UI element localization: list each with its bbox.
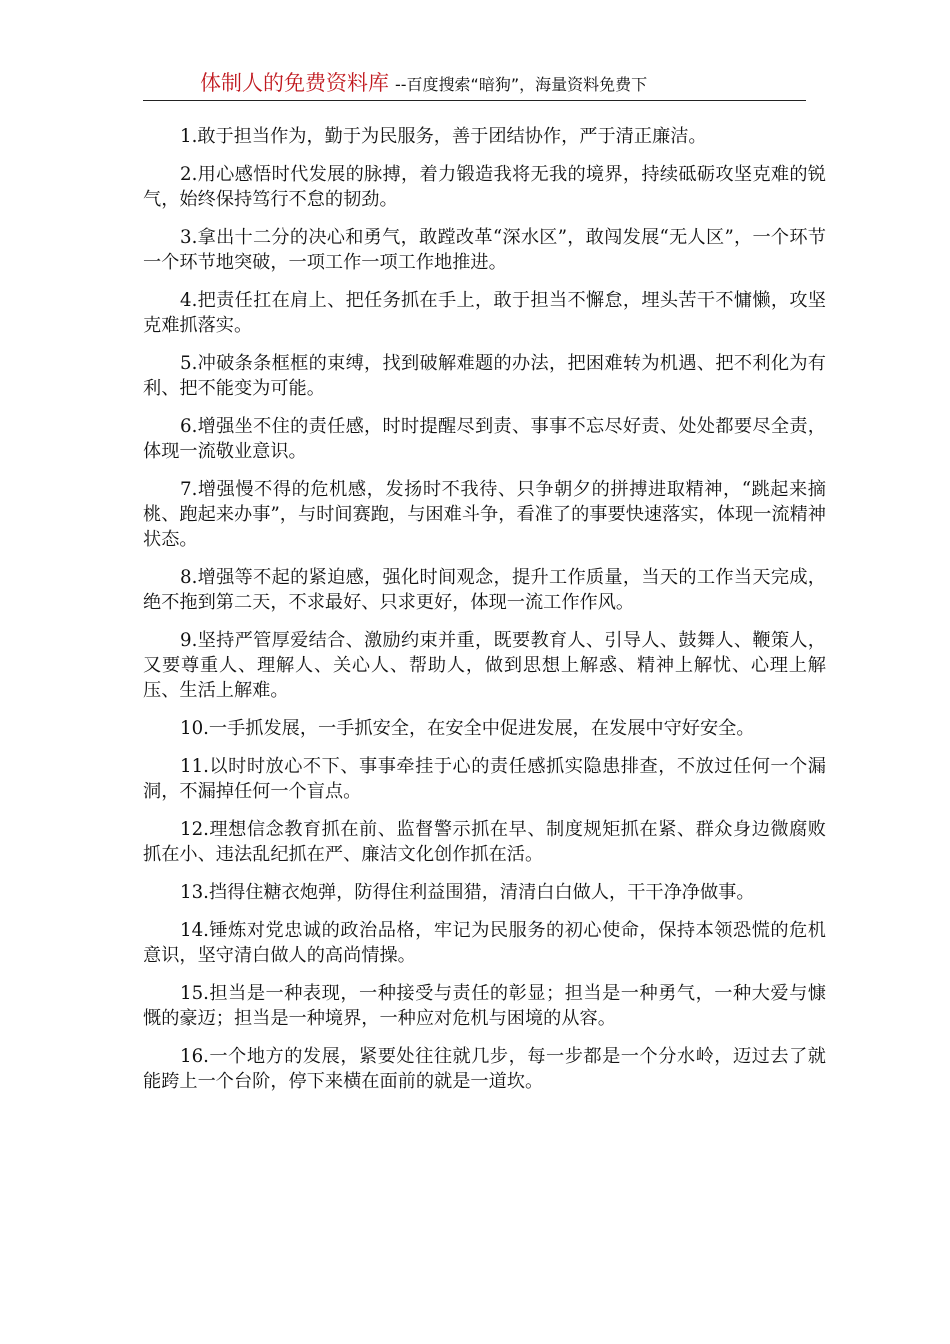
paragraph-1: 1.敢于担当作为，勤于为民服务，善于团结协作，严于清正廉洁。 [180,126,707,147]
paragraph-16: 16.一个地方的发展，紧要处往往就几步，每一步都是一个分水岭，迈过去了就能跨上一个台阶，停下来横在面前的就是一道坎。 [143,1046,826,1092]
paragraph-8: 8.增强等不起的紧迫感，强化时间观念，提升工作质量，当天的工作当天完成，绝不拖到第二天，不求最好、只求更好，体现一流工作作风。 [143,567,826,613]
paragraph-7: 7.增强慢不得的危机感，发扬时不我待、只争朝夕的拼搏进取精神，“跳起来摘桃、跑起来办事”，与时间赛跑，与困难斗争，看准了的事要快速落实，体现一流精神状态。 [143,479,826,550]
paragraph-5: 5.冲破条条框框的束缚，找到破解难题的办法，把困难转为机遇、把不利化为有利、把不能变为可能。 [143,353,826,399]
header-slogan: --百度搜索“暗狗”，海量资料免费下 [395,75,648,94]
paragraph-10: 10.一手抓发展，一手抓安全，在安全中促进发展，在发展中守好安全。 [180,718,755,739]
paragraph-9: 9.坚持严管厚爱结合、激励约束并重，既要教育人、引导人、鼓舞人、鞭策人，又要尊重人、理解人、关心人、帮助人，做到思想上解惑、精神上解忧、心理上解压、生活上解难。 [143,630,826,701]
paragraph-12: 12.理想信念教育抓在前、监督警示抓在早、制度规矩抓在紧、群众身边微腐败抓在小、违法乱纪抓在严、廉洁文化创作抓在活。 [143,819,826,865]
paragraph-15: 15.担当是一种表现，一种接受与责任的彰显；担当是一种勇气，一种大爱与慷慨的豪迈；担当是一种境界，一种应对危机与困境的从容。 [143,983,826,1029]
paragraph-13: 13.挡得住糖衣炮弹，防得住利益围猎，清清白白做人，干干净净做事。 [180,882,755,903]
header-brand-title: 体制人的免费资料库 [200,71,389,95]
page-header [143,66,806,101]
paragraph-3: 3.拿出十二分的决心和勇气，敢蹚改革“深水区”，敢闯发展“无人区”，一个环节一个环节地突破，一项工作一项工作地推进。 [143,227,826,273]
paragraph-14: 14.锤炼对党忠诚的政治品格，牢记为民服务的初心使命，保持本领恐慌的危机意识，坚守清白做人的高尚情操。 [143,920,826,966]
paragraph-4: 4.把责任扛在肩上、把任务抓在手上，敢于担当不懈怠，埋头苦干不慵懒，攻坚克难抓落实。 [143,290,826,336]
paragraph-2: 2.用心感悟时代发展的脉搏，着力锻造我将无我的境界，持续砥砺攻坚克难的锐气，始终保持笃行不怠的韧劲。 [143,164,826,210]
document-body [143,124,826,1107]
paragraph-11: 11.以时时放心不下、事事牵挂于心的责任感抓实隐患排查，不放过任何一个漏洞，不漏掉任何一个盲点。 [143,756,826,802]
paragraph-6: 6.增强坐不住的责任感，时时提醒尽到责、事事不忘尽好责、处处都要尽全责，体现一流敬业意识。 [143,416,826,462]
